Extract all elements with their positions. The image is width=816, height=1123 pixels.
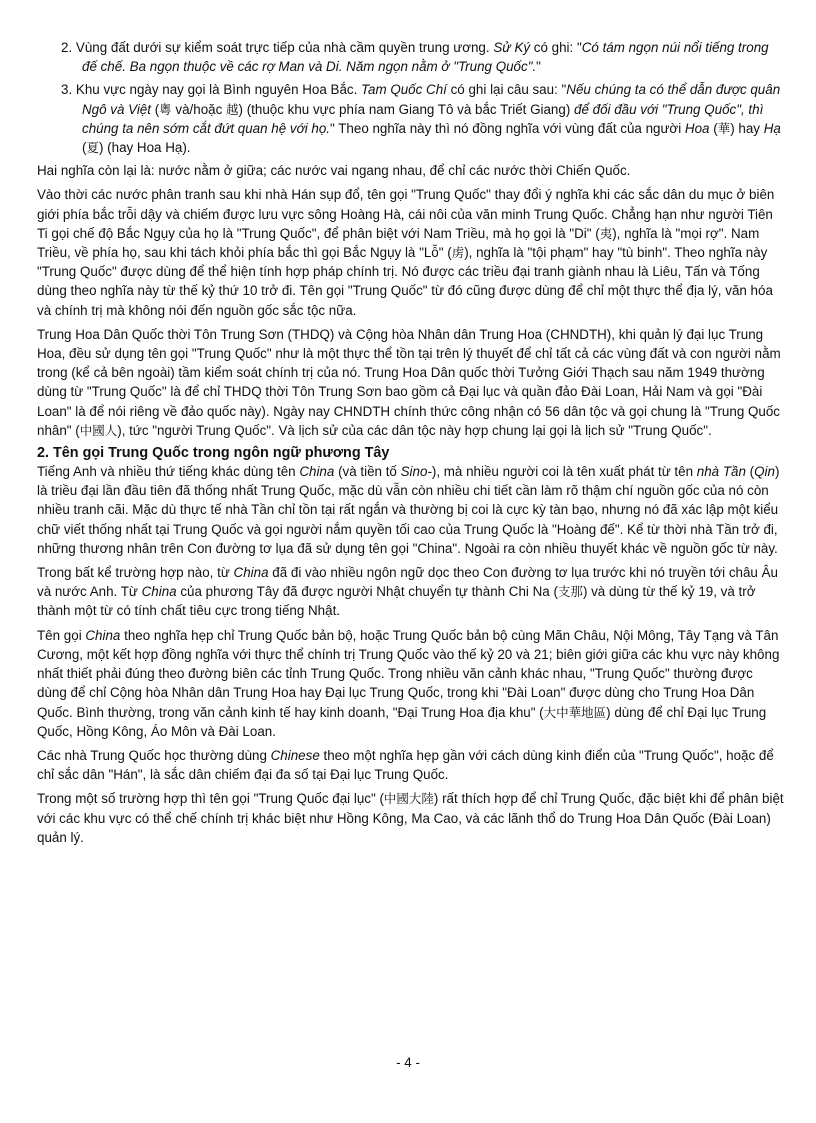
text-run: ) (thuộc khu vực phía nam Giang Tô và bắc Triết Giang) xyxy=(238,101,575,117)
chinese-text: 越 xyxy=(226,101,239,117)
text-run: " xyxy=(536,59,541,75)
list-number: 2. xyxy=(61,40,73,55)
chinese-text: 夏 xyxy=(86,140,99,156)
italic-text: China xyxy=(299,464,335,480)
text-run: đã đi vào nhiều ngôn ngữ dọc theo Con đường tơ lụa trước khi nó truyền tới châu Âu và nước Anh. Từ xyxy=(37,565,778,600)
paragraph xyxy=(37,161,785,180)
text-run: ), nghĩa là "mọi rợ". Nam Triều, về phía họ, sau khi tách khỏi phía bắc thì gọi Bắc Ngụy là "Lỗ" ( xyxy=(37,225,760,261)
text-run: (và tiền tố xyxy=(334,464,401,480)
paragraph xyxy=(37,185,785,319)
text-run: ) hay xyxy=(730,120,764,136)
italic-text: China xyxy=(233,565,269,581)
list-item-3 xyxy=(37,80,785,157)
italic-text: Sử Ký xyxy=(493,40,531,55)
text-run: ) là triều đại lần đầu tiên đã thống nhất Trung Quốc, mặc dù vẫn còn nhiều chi tiết cần làm rõ thậm chí nguồn gốc của nó còn nhiều tranh cãi. Mặc dù thực tế nhà Tần chỉ tồn tại rất ngắn và thường bị coi là cực kỳ tàn bạo, nhưng nó đã xác lập một kiểu chữ viết thống nhất tại Trung Quốc và gọi người nắm quyền tối cao của Trung Quốc là "Hoàng đế". Kể từ thời nhà Tần trở đi, những thương nhân trên Con đường tơ lụa đã sử dụng tên gọi "China". Ngoài ra còn nhiều thuyết khác về nguồn gốc từ này. xyxy=(37,464,780,556)
italic-text: Có tám ngọn núi nổi tiếng trong đế chế. Ba ngọn thuộc về các rợ Man và Di. Năm ngọn nằm ở "Trung Quốc". xyxy=(82,40,769,75)
text-run: Trong một số trường hợp thì tên gọi "Trung Quốc đại lục" ( xyxy=(37,791,384,807)
text-run: ) dùng để chỉ Đại lục Trung Quốc, Hồng Kông, Áo Môn và Đài Loan. xyxy=(37,704,767,739)
paragraph xyxy=(37,563,785,621)
text-run: ), mà nhiều người coi là tên xuất phát từ tên xyxy=(431,464,697,480)
chinese-text: 支那 xyxy=(557,584,583,600)
italic-text: Hạ xyxy=(763,120,781,136)
chinese-text: 大中華地區 xyxy=(543,704,607,720)
text-run: Hai nghĩa còn lại là: nước nằm ở giữa; các nước vai ngang nhau, để chỉ các nước thời Chiến Quốc. xyxy=(37,163,631,179)
paragraph xyxy=(37,746,785,784)
italic-text: để đối đầu với "Trung Quốc", thì chúng ta nên sớm cắt đứt quan hệ với họ. xyxy=(82,101,764,136)
text-run: " Theo nghĩa này thì nó đồng nghĩa với vùng đất của người xyxy=(330,120,685,136)
text-run: ) và dùng từ thế kỷ 19, và trở thành một từ có tính chất tiêu cực trong tiếng Nhật. xyxy=(37,584,756,619)
text-run: Vùng đất dưới sự kiểm soát trực tiếp của nhà cầm quyền trung ương. xyxy=(75,40,494,55)
chinese-text: 華 xyxy=(717,120,731,136)
chinese-text: 夷 xyxy=(599,225,613,241)
list-item-text xyxy=(76,40,769,74)
italic-text: Hoa xyxy=(684,120,710,136)
page-number: - 4 - xyxy=(396,1055,420,1070)
chinese-text: 粵 xyxy=(159,101,172,117)
text-run: ( xyxy=(745,464,755,480)
list-item-text xyxy=(76,82,781,155)
chinese-text: 虏 xyxy=(451,245,465,261)
italic-text: Nếu chúng ta có thể dẫn được quân Ngô và Việt xyxy=(82,82,781,117)
italic-text: Chinese xyxy=(270,747,320,763)
text-run: Khu vực ngày nay gọi là Bình nguyên Hoa Bắc. xyxy=(75,82,362,98)
text-run: có ghi lại câu sau: " xyxy=(446,82,567,98)
text-run: ( xyxy=(709,120,718,136)
italic-text: China xyxy=(85,627,121,643)
text-run: ( xyxy=(150,101,160,117)
list-number: 3. xyxy=(61,82,73,98)
text-run: và/hoặc xyxy=(171,101,227,117)
text-run: Vào thời các nước phân tranh sau khi nhà Hán sụp đổ, tên gọi "Trung Quốc" thay đổi ý nghĩa khi các sắc dân du mục ở biên giới phía bắc trỗi dậy và chiếm được lưu vực sông Hoàng Hà, cái nôi của văn minh Trung Quốc. Chẳng hạn như người Tiên Ti gọi chế độ Bắc Ngụy của họ là "Trung Quốc", để phân biệt với Nam Triều, mà họ gọi là "Di" ( xyxy=(37,187,775,241)
text-run: ( xyxy=(82,140,87,156)
paragraph xyxy=(37,462,785,558)
text-run: ), nghĩa là "tội phạm" hay "tù binh". Theo nghĩa này "Trung Quốc" được dùng để thể hiện tính hợp pháp chính trị. Nó được các triều đại tranh giành nhau là Liêu, Tấn và Tống dùng theo nghĩa này từ thế kỷ thứ 10 trở đi. Tên gọi "Trung Quốc" từ đó cũng được dùng để chỉ một thực thể địa lý, văn hóa và chính trị mà không nói đến nguồn gốc sắc tộc nữa. xyxy=(37,245,773,318)
text-run: Trong bất kể trường hợp nào, từ xyxy=(37,565,234,581)
document-page xyxy=(37,38,785,852)
text-run: Trung Hoa Dân Quốc thời Tôn Trung Sơn (THDQ) và Cộng hòa Nhân dân Trung Hoa (CHNDTH), khi quản lý đại lục Trung Hoa, đều sử dụng tên gọi "Trung Quốc" như là một thực thể tồn tại trên lý thuyết để chỉ tất cả các vùng đất và con người nằm trong (kể cả bên ngoài) tầm kiểm soát chính trị của nó. Trung Hoa Dân quốc thời Tưởng Giới Thạch sau năm 1949 thường dùng từ "Trung Quốc" là để chỉ THDQ thời Tôn Trung Sơn bao gồm cả Đại lục và quần đảo Đài Loan, Hải Nam và gọi "Đài Loan" là để nói riêng về đảo quốc này). Ngày nay CHNDTH chính thức công nhận có 56 dân tộc và gọi chung là "Trung Quốc nhân" ( xyxy=(37,326,781,438)
italic-text: China xyxy=(141,584,177,600)
italic-text: Tam Quốc Chí xyxy=(361,82,447,98)
paragraph xyxy=(37,789,785,847)
text-run: của phương Tây đã được người Nhật chuyển tự thành Chi Na ( xyxy=(176,584,558,600)
text-run: theo một nghĩa hẹp gần với cách dùng kinh điển của "Trung Quốc", hoặc để chỉ sắc dân "Hán", là sắc dân chiếm đại đa số tại Đại lục Trung Quốc. xyxy=(37,747,774,783)
text-run: có ghi: " xyxy=(530,40,582,55)
italic-text: Sino- xyxy=(400,464,432,480)
list-item-2 xyxy=(37,38,785,76)
numbered-list xyxy=(37,38,785,157)
text-run: ), tức "người Trung Quốc". Và lịch sử của các dân tộc này hợp chung lại gọi là lịch sử "Trung Quốc". xyxy=(117,422,712,438)
text-run: Tiếng Anh và nhiều thứ tiếng khác dùng tên xyxy=(37,464,300,480)
text-run: Các nhà Trung Quốc học thường dùng xyxy=(37,747,271,763)
text-run: theo nghĩa hẹp chỉ Trung Quốc bản bộ, hoặc Trung Quốc bản bộ cùng Mãn Châu, Nội Mông, Tây Tạng và Tân Cương, một kết hợp đồng nghĩa với thực thể chính trị Trung Quốc vào thế kỷ 20 và 21; biên giới giữa các khu vực này không nhất thiết phải đúng theo đường biên các tỉnh Trung Quốc. Trong nhiều văn cảnh khác nhau, "Trung Quốc" thường được dùng để chỉ Cộng hòa Nhân dân Trung Hoa hay Đại lục Trung Quốc, trong khi "Đài Loan" được dùng cho Trung Hoa Dân Quốc. Bình thường, trong văn cảnh kinh tế hay kinh doanh, "Đại Trung Hoa địa khu" ( xyxy=(37,627,780,720)
section-heading: 2. Tên gọi Trung Quốc trong ngôn ngữ phương Tây xyxy=(37,445,390,462)
text-run: ) rất thích hợp để chỉ Trung Quốc, đặc biệt khi để phân biệt với các khu vực có thể chế chính trị khác biệt như Hồng Kông, Ma Cao, và các lãnh thổ do Trung Hoa Dân Quốc (Đài Loan) quản lý. xyxy=(37,791,784,845)
paragraph xyxy=(37,626,785,741)
text-run: Tên gọi xyxy=(37,627,86,643)
chinese-text: 中國大陸 xyxy=(383,791,434,807)
italic-text: nhà Tần xyxy=(696,464,746,480)
paragraph xyxy=(37,325,785,440)
text-run: ) (hay Hoa Hạ). xyxy=(98,140,191,156)
italic-text: Qin xyxy=(754,464,775,480)
chinese-text: 中國人 xyxy=(79,422,118,438)
